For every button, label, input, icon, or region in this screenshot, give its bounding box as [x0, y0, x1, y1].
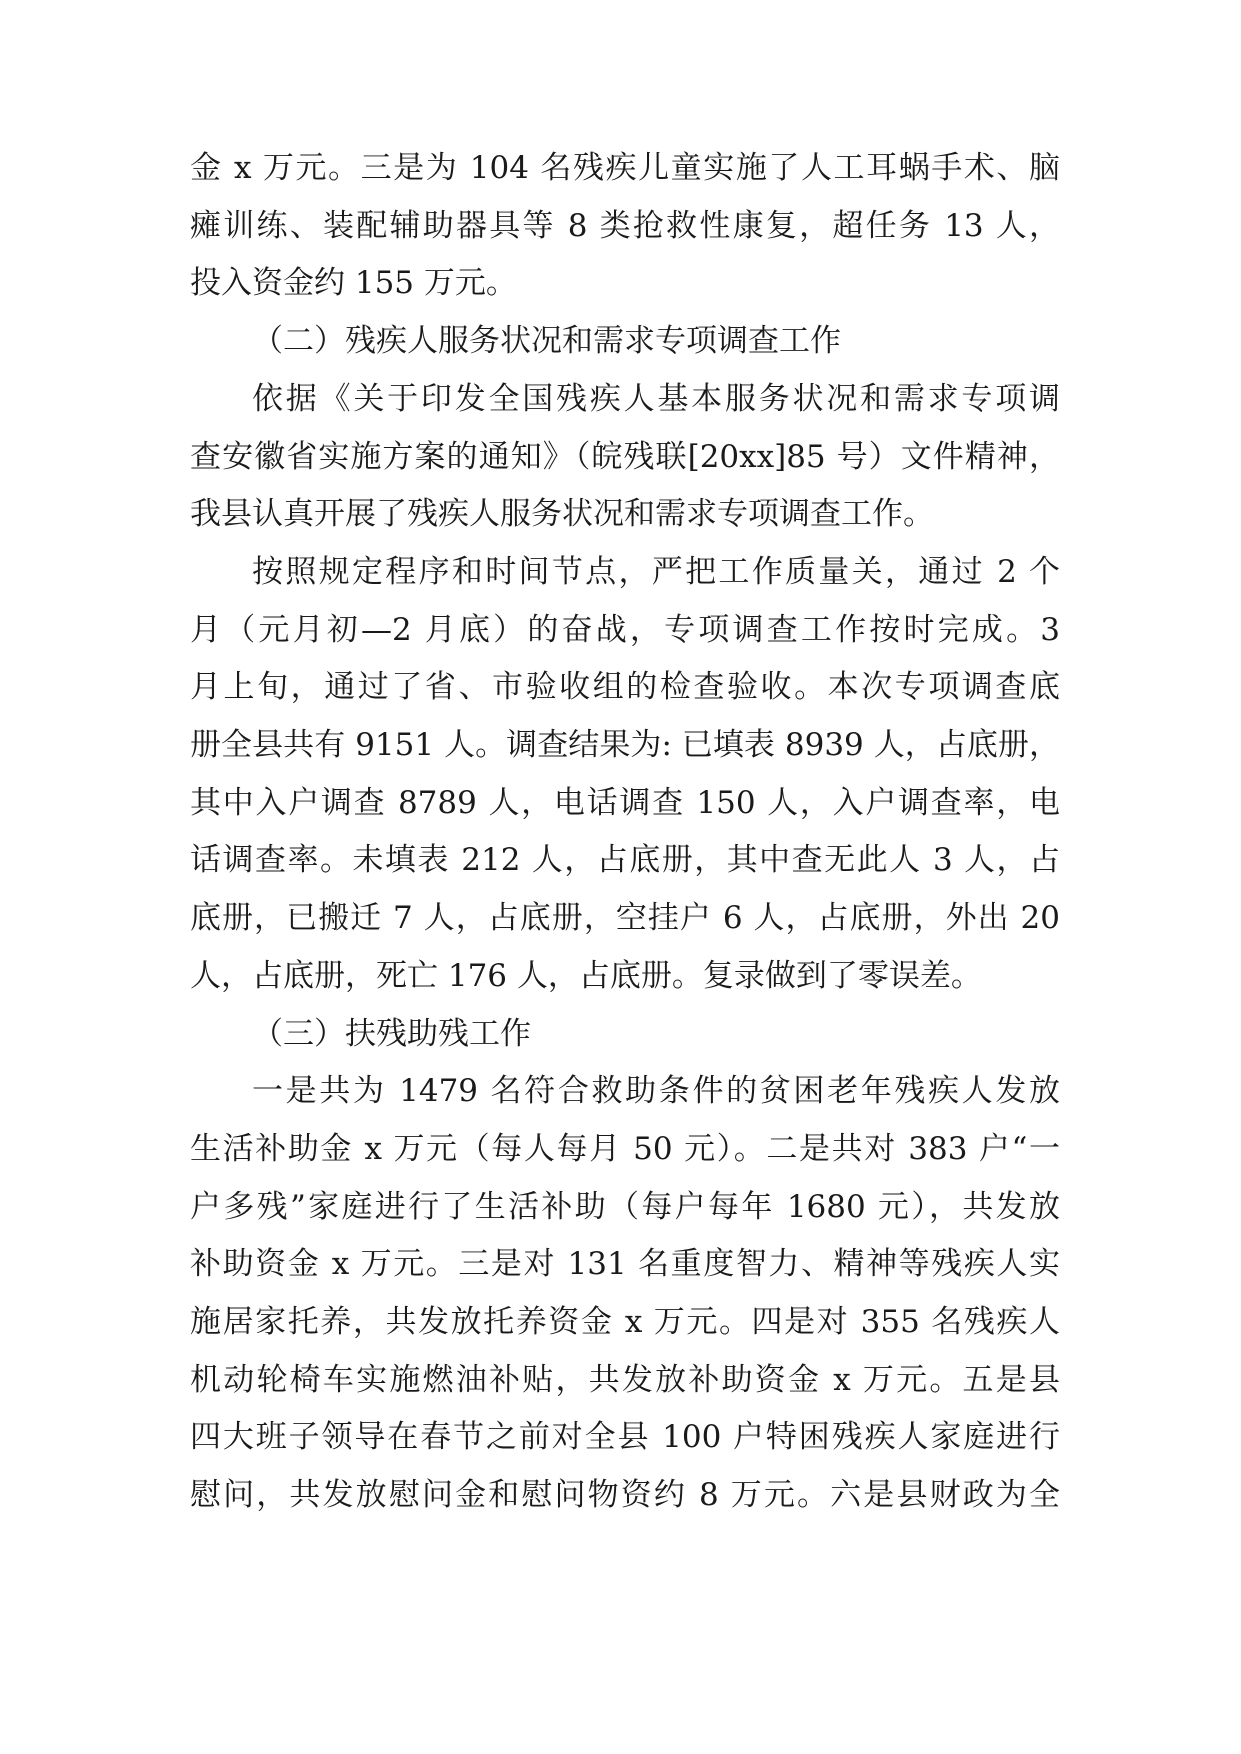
- text-line: 补助资金 x 万元。三是对 131 名重度智力、精神等残疾人实: [190, 1246, 1060, 1283]
- text-line: 册全县共有 9151 人。调查结果为: 已填表 8939 人，占底册，: [190, 727, 1060, 763]
- text-line: 月（元月初—2 月底）的奋战，专项调查工作按时完成。3: [190, 611, 1060, 648]
- text-line: 底册，已搬迁 7 人，占底册，空挂户 6 人，占底册，外出 20: [190, 900, 1060, 937]
- text-line: 按照规定程序和时间节点，严把工作质量关，通过 2 个: [252, 553, 1060, 590]
- text-line: 人，占底册，死亡 176 人，占底册。复录做到了零误差。: [190, 957, 982, 994]
- text-line: 施居家托养，共发放托养资金 x 万元。四是对 355 名残疾人: [190, 1304, 1060, 1340]
- text-line: 我县认真开展了残疾人服务状况和需求专项调查工作。: [190, 496, 934, 533]
- text-line: 四大班子领导在春节之前对全县 100 户特困残疾人家庭进行: [190, 1419, 1060, 1456]
- text-line: 金 x 万元。三是为 104 名残疾儿童实施了人工耳蜗手术、脑: [190, 150, 1060, 186]
- text-line: 其中入户调查 8789 人，电话调查 150 人，入户调查率，电: [190, 784, 1060, 821]
- section-heading: （三）扶残助残工作: [252, 1015, 531, 1052]
- text-line: 月上旬，通过了省、市验收组的检查验收。本次专项调查底: [190, 669, 1060, 706]
- text-line: 户多残”家庭进行了生活补助（每户每年 1680 元），共发放: [190, 1188, 1060, 1225]
- text-line: 查安徽省实施方案的通知》（皖残联[20xx]85 号）文件精神，: [190, 438, 1060, 475]
- text-line: 慰问，共发放慰问金和慰问物资约 8 万元。六是县财政为全: [190, 1477, 1060, 1514]
- text-line: 瘫训练、装配辅助器具等 8 类抢救性康复，超任务 13 人，: [190, 207, 1060, 244]
- text-line: 话调查率。未填表 212 人，占底册，其中查无此人 3 人，占: [190, 842, 1060, 879]
- text-line: 生活补助金 x 万元（每人每月 50 元）。二是共对 383 户“一: [190, 1130, 1060, 1167]
- text-line: 一是共为 1479 名符合救助条件的贫困老年残疾人发放: [252, 1073, 1060, 1110]
- text-line: 投入资金约 155 万元。: [190, 265, 517, 302]
- section-heading: （二）残疾人服务状况和需求专项调查工作: [252, 323, 841, 360]
- text-line: 依据《关于印发全国残疾人基本服务状况和需求专项调: [252, 380, 1060, 417]
- text-line: 机动轮椅车实施燃油补贴，共发放补助资金 x 万元。五是县: [190, 1361, 1060, 1398]
